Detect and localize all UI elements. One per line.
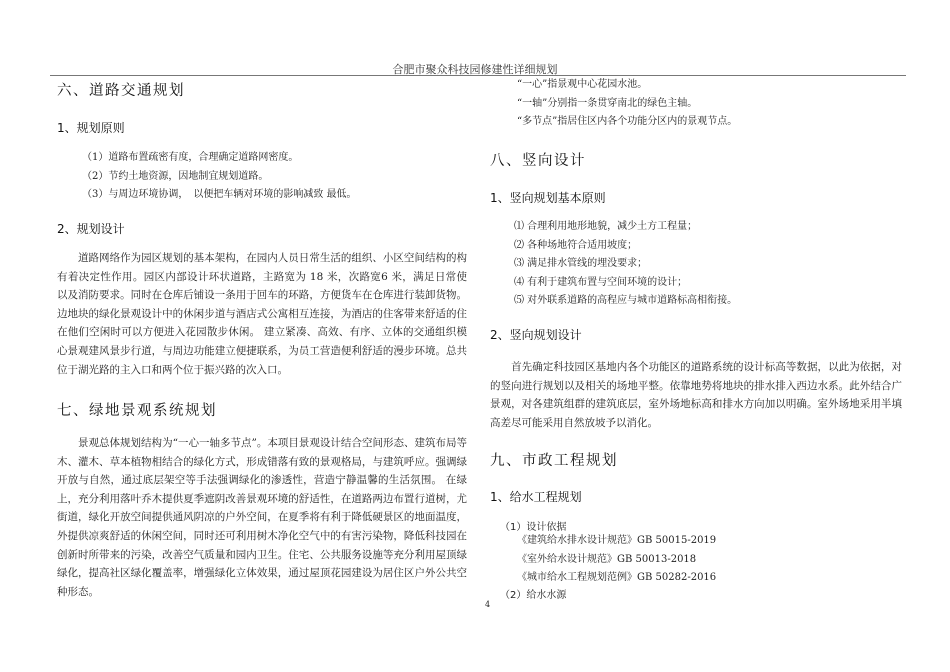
- paragraph-line: 上，充分利用落叶乔木提供夏季遮阴改善景观环境的舒适性，在道路两边布置行道树，尤: [57, 492, 467, 505]
- vertical-principle-item: ⑵ 各种场地符合适用坡度；: [514, 239, 638, 251]
- principle-item: （3）与周边环境协调， 以便把车辆对环境的影响减致 最低。: [82, 189, 357, 201]
- paragraph-line: 道路网络作为园区规划的基本架构，在园内人员日常生活的组织、小区空间结构的构: [78, 252, 467, 264]
- vertical-principle-item: ⑸ 对外联系道路的高程应与城市道路标高相衔接。: [514, 295, 738, 307]
- paragraph-line: 街道，绿化开放空间提供通风阴凉的户外空间，在夏季将有利于降低硬景区的地面温度，: [57, 511, 467, 524]
- paragraph-line: 心景观建风景步行道，与周边功能建立便捷联系，为员工营造便利舒适的漫步环境。总共: [57, 344, 467, 357]
- section-6-2-heading: 2、规划设计: [57, 222, 125, 236]
- design-basis-heading: （1）设计依据: [500, 522, 567, 533]
- section-7-heading: 七、绿地景观系统规划: [57, 403, 217, 419]
- paragraph-line: 木、灌木、草本植物相结合的绿化方式，形成错落有致的景观格局，与建筑呼应。强调绿: [57, 455, 467, 468]
- section-9-1-heading: 1、给水工程规划: [490, 490, 582, 504]
- vertical-principle-item: ⑴ 合理利用地形地貌，减少土方工程量；: [514, 221, 698, 232]
- paragraph-line: 景观，对各建筑组群的建筑底层，室外场地标高和排水方向加以明确。室外场地采用半填: [490, 398, 902, 411]
- paragraph-line: 位于湖光路的主入口和两个位于振兴路的次入口。: [57, 363, 288, 376]
- paragraph-line: 高差尽可能采用自然放坡予以消化。: [490, 416, 658, 429]
- paragraph-line: 种形态。: [57, 585, 99, 598]
- paragraph-line: 景观总体规划结构为“一心一轴多节点”。本项目景观设计结合空间形态、建筑布局等: [78, 437, 467, 449]
- principle-item: （2）节约土地资源，因地制宜规划道路。: [82, 170, 269, 182]
- standard-reference: 《城市给水工程规划范例》GB 50282-2016: [517, 572, 717, 584]
- section-8-2-heading: 2、竖向规划设计: [490, 328, 582, 342]
- section-9-heading: 九、市政工程规划: [490, 453, 618, 469]
- header-rule: [50, 75, 906, 76]
- section-8-heading: 八、竖向设计: [490, 153, 586, 169]
- principle-item: （1）道路布置疏密有度，合理确定道路网密度。: [82, 152, 299, 163]
- standard-reference: 《建筑给水排水设计规范》GB 50015-2019: [517, 535, 717, 546]
- landscape-structure-item: “多节点”指居住区内各个功能分区内的景观节点。: [517, 116, 738, 128]
- paragraph-line: 绿化，提高社区绿化覆盖率，增强绿化立体效果，通过屋顶花园建设为居住区户外公共空: [57, 567, 467, 580]
- landscape-structure-item: “一轴”分别指一条贯穿南北的绿色主轴。: [517, 97, 698, 109]
- standard-reference: 《室外给水设计规范》GB 50013-2018: [517, 553, 697, 565]
- section-8-1-heading: 1、竖向规划基本原则: [490, 191, 606, 205]
- running-header: 合肥市聚众科技园修建性详细规划: [392, 63, 558, 76]
- landscape-structure-item: “一心”指景观中心花园水池。: [517, 79, 648, 90]
- paragraph-line: 首先确定科技园区基地内各个功能区的道路系统的设计标高等数据，以此为依据，对: [511, 361, 902, 373]
- water-source-heading: （2）给水水源: [500, 590, 567, 601]
- paragraph-line: 有着决定性作用。园区内部设计环状道路，主路宽为 18 米，次路宽6 米，满足日常使: [57, 270, 467, 283]
- paragraph-line: 外提供凉爽舒适的休闲空间，同时还可利用树木净化空气中的有害污染物，降低科技园在: [57, 529, 467, 542]
- paragraph-line: 边地块的绿化景观设计中的休闲步道与酒店式公寓相互连接，为酒店的住客带来舒适的住: [57, 307, 467, 320]
- paragraph-line: 开放与自然，通过底层架空等手法强调绿化的渗透性，营造宁静温馨的生活氛围。 在绿: [57, 474, 467, 487]
- vertical-principle-item: ⑷ 有利于建筑布置与空间环境的设计；: [514, 276, 688, 288]
- page-number: 4: [485, 600, 491, 609]
- paragraph-line-group: [490, 358, 902, 432]
- landscape-structure-item-group: [517, 76, 737, 132]
- standard-reference-group: [517, 532, 716, 588]
- section-6-heading: 六、道路交通规划: [57, 83, 185, 99]
- paragraph-line-group: [57, 434, 467, 601]
- section-6-1-heading: 1、规划原则: [57, 121, 125, 135]
- vertical-principle-item: ⑶ 满足排水管线的埋没要求；: [514, 258, 648, 270]
- principle-item-group: [82, 149, 357, 205]
- paragraph-line-group: [57, 249, 467, 379]
- paragraph-line: 创新时所带来的污染，改善空气质量和园内卫生。住宅、公共服务设施等充分利用屋顶绿: [57, 548, 467, 561]
- paragraph-line: 的竖向进行规划以及相关的场地平整。依靠地势将地块的排水排入西边水系。此外结合广: [490, 379, 902, 392]
- paragraph-line: 在他们空闲时可以方便进入花园散步休闲。 建立紧凑、高效、有序、立体的交通组织模: [57, 326, 467, 339]
- paragraph-line: 以及消防要求。同时在仓库后铺设一条用于回车的环路，方便货车在仓库进行装卸货物。: [57, 289, 467, 302]
- vertical-principle-item-group: [514, 218, 737, 311]
